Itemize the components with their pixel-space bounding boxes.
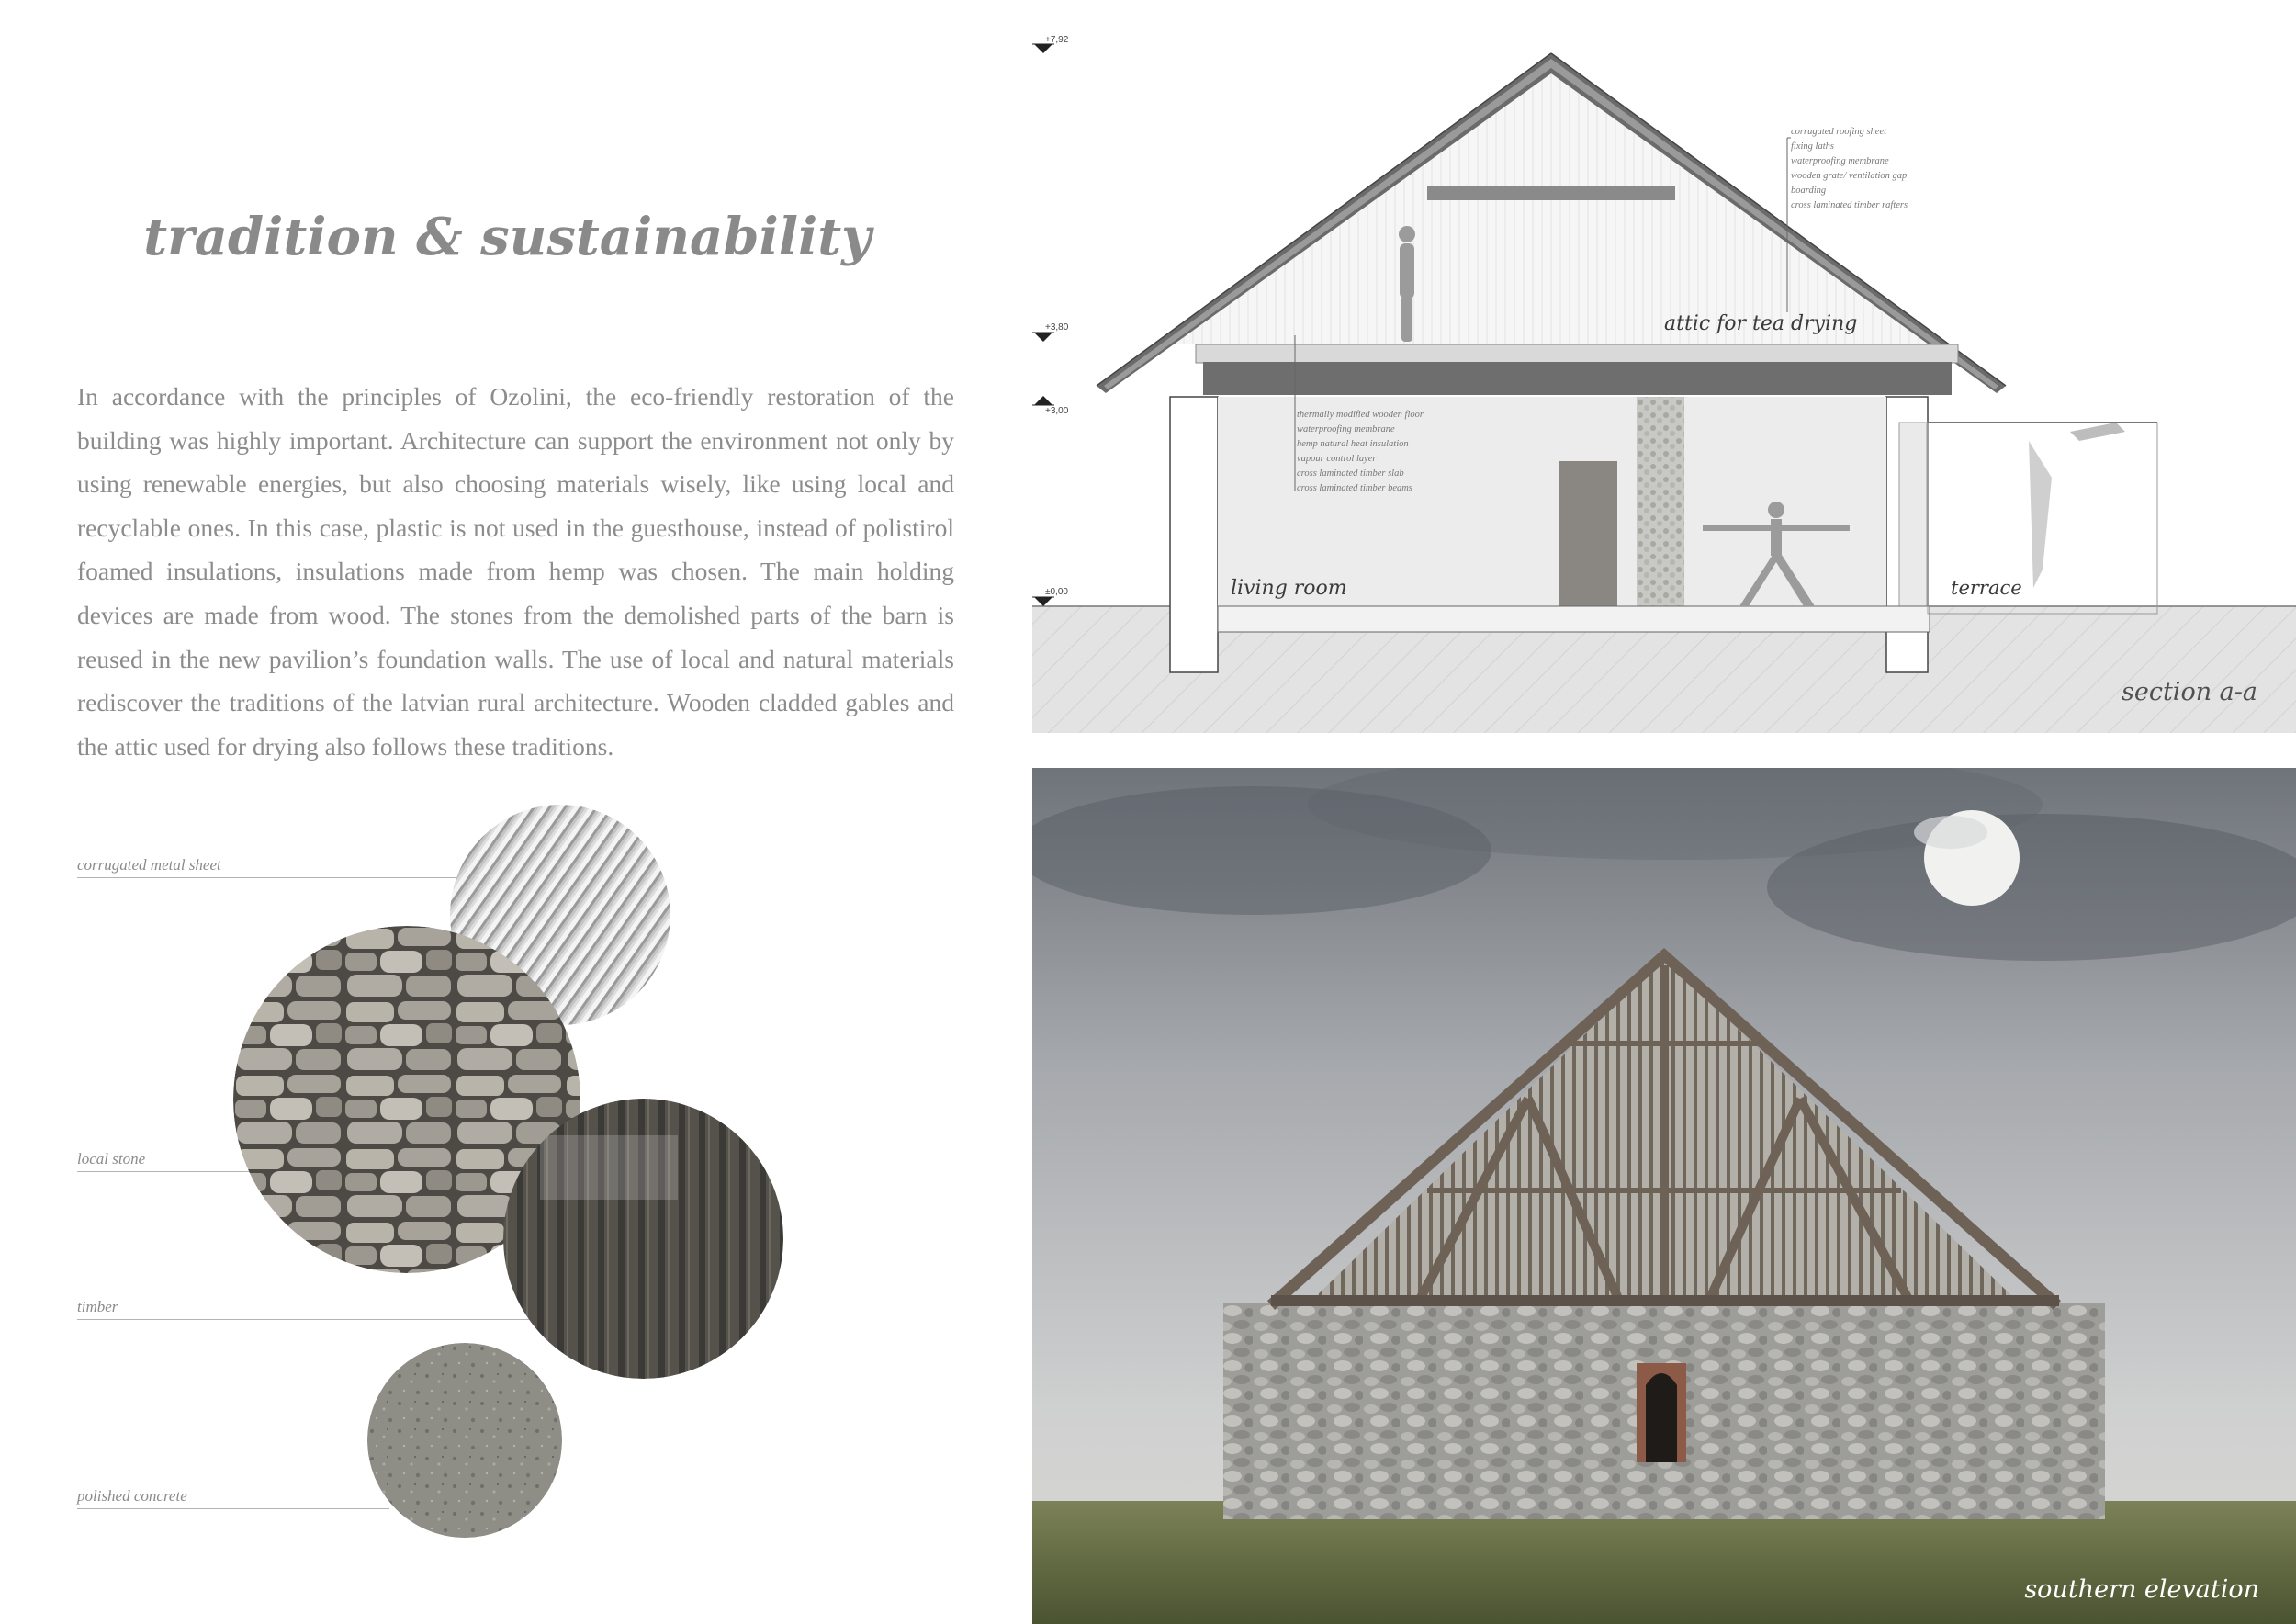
section-drawing-svg — [1032, 0, 2296, 735]
elevation-caption: southern elevation — [2024, 1575, 2259, 1604]
material-leader-line — [77, 1319, 536, 1320]
level-ceiling: +3,00 — [1045, 406, 1069, 416]
level-attic: +3,80 — [1045, 322, 1069, 333]
roof-layer: boarding — [1791, 186, 1827, 196]
floor-layer: cross laminated timber beams — [1297, 483, 1412, 493]
room-label-living: living room — [1231, 577, 1347, 600]
floor-layer: hemp natural heat insulation — [1297, 439, 1409, 449]
material-leader-line — [77, 1171, 252, 1172]
floor-layer: waterproofing membrane — [1297, 424, 1395, 434]
page-title: tradition & sustainability — [143, 207, 872, 267]
level-ridge: +7,92 — [1045, 35, 1069, 45]
roof-layer: corrugated roofing sheet — [1791, 127, 1887, 137]
roof-layer: waterproofing membrane — [1791, 156, 1889, 166]
material-label: timber — [77, 1298, 118, 1315]
floor-layer: cross laminated timber slab — [1297, 468, 1404, 479]
roof-layer-notes — [1791, 125, 1908, 213]
floor-layer: thermally modified wooden floor — [1297, 410, 1424, 420]
level-ground: ±0,00 — [1045, 587, 1068, 597]
body-paragraph: In accordance with the principles of Ozolini, the eco-friendly restoration of the building was highly important. Architecture can support the environment not only by using renewable energies, but also choosing materials wisely, like using local and recyclable ones. In this case, plastic is not used in the guesthouse, instead of polistirol foamed insulations, insulations made from hemp was chosen. The main holding devices are made from wood. The stones from the demolished parts of the barn is reused in the new pavilion’s foundation walls. The use of local and natural materials rediscover the traditions of the latvian rural architecture. Wooden cladded gables and the attic used for drying also follows these traditions. — [77, 382, 954, 761]
material-leader-line — [77, 1508, 389, 1509]
elevation-svg — [1032, 768, 2296, 1624]
section-caption: section a-a — [2122, 678, 2257, 706]
roof-layer: fixing laths — [1791, 141, 1834, 152]
floor-layer: vapour control layer — [1297, 454, 1377, 464]
material-label: corrugated metal sheet — [77, 856, 221, 874]
roof-layer: cross laminated timber rafters — [1791, 200, 1908, 210]
southern-elevation-render — [1032, 768, 2296, 1624]
material-label: polished concrete — [77, 1487, 187, 1505]
polished-concrete-swatch — [367, 1343, 562, 1538]
section-drawing — [1032, 0, 2296, 735]
floor-layer-notes — [1297, 408, 1424, 496]
roof-layer: wooden grate/ ventilation gap — [1791, 171, 1908, 181]
material-label: local stone — [77, 1150, 146, 1167]
material-leader-line — [77, 877, 463, 878]
room-label-attic: attic for tea drying — [1664, 312, 1858, 335]
timber-swatch — [503, 1099, 783, 1379]
room-label-terrace: terrace — [1951, 577, 2022, 599]
